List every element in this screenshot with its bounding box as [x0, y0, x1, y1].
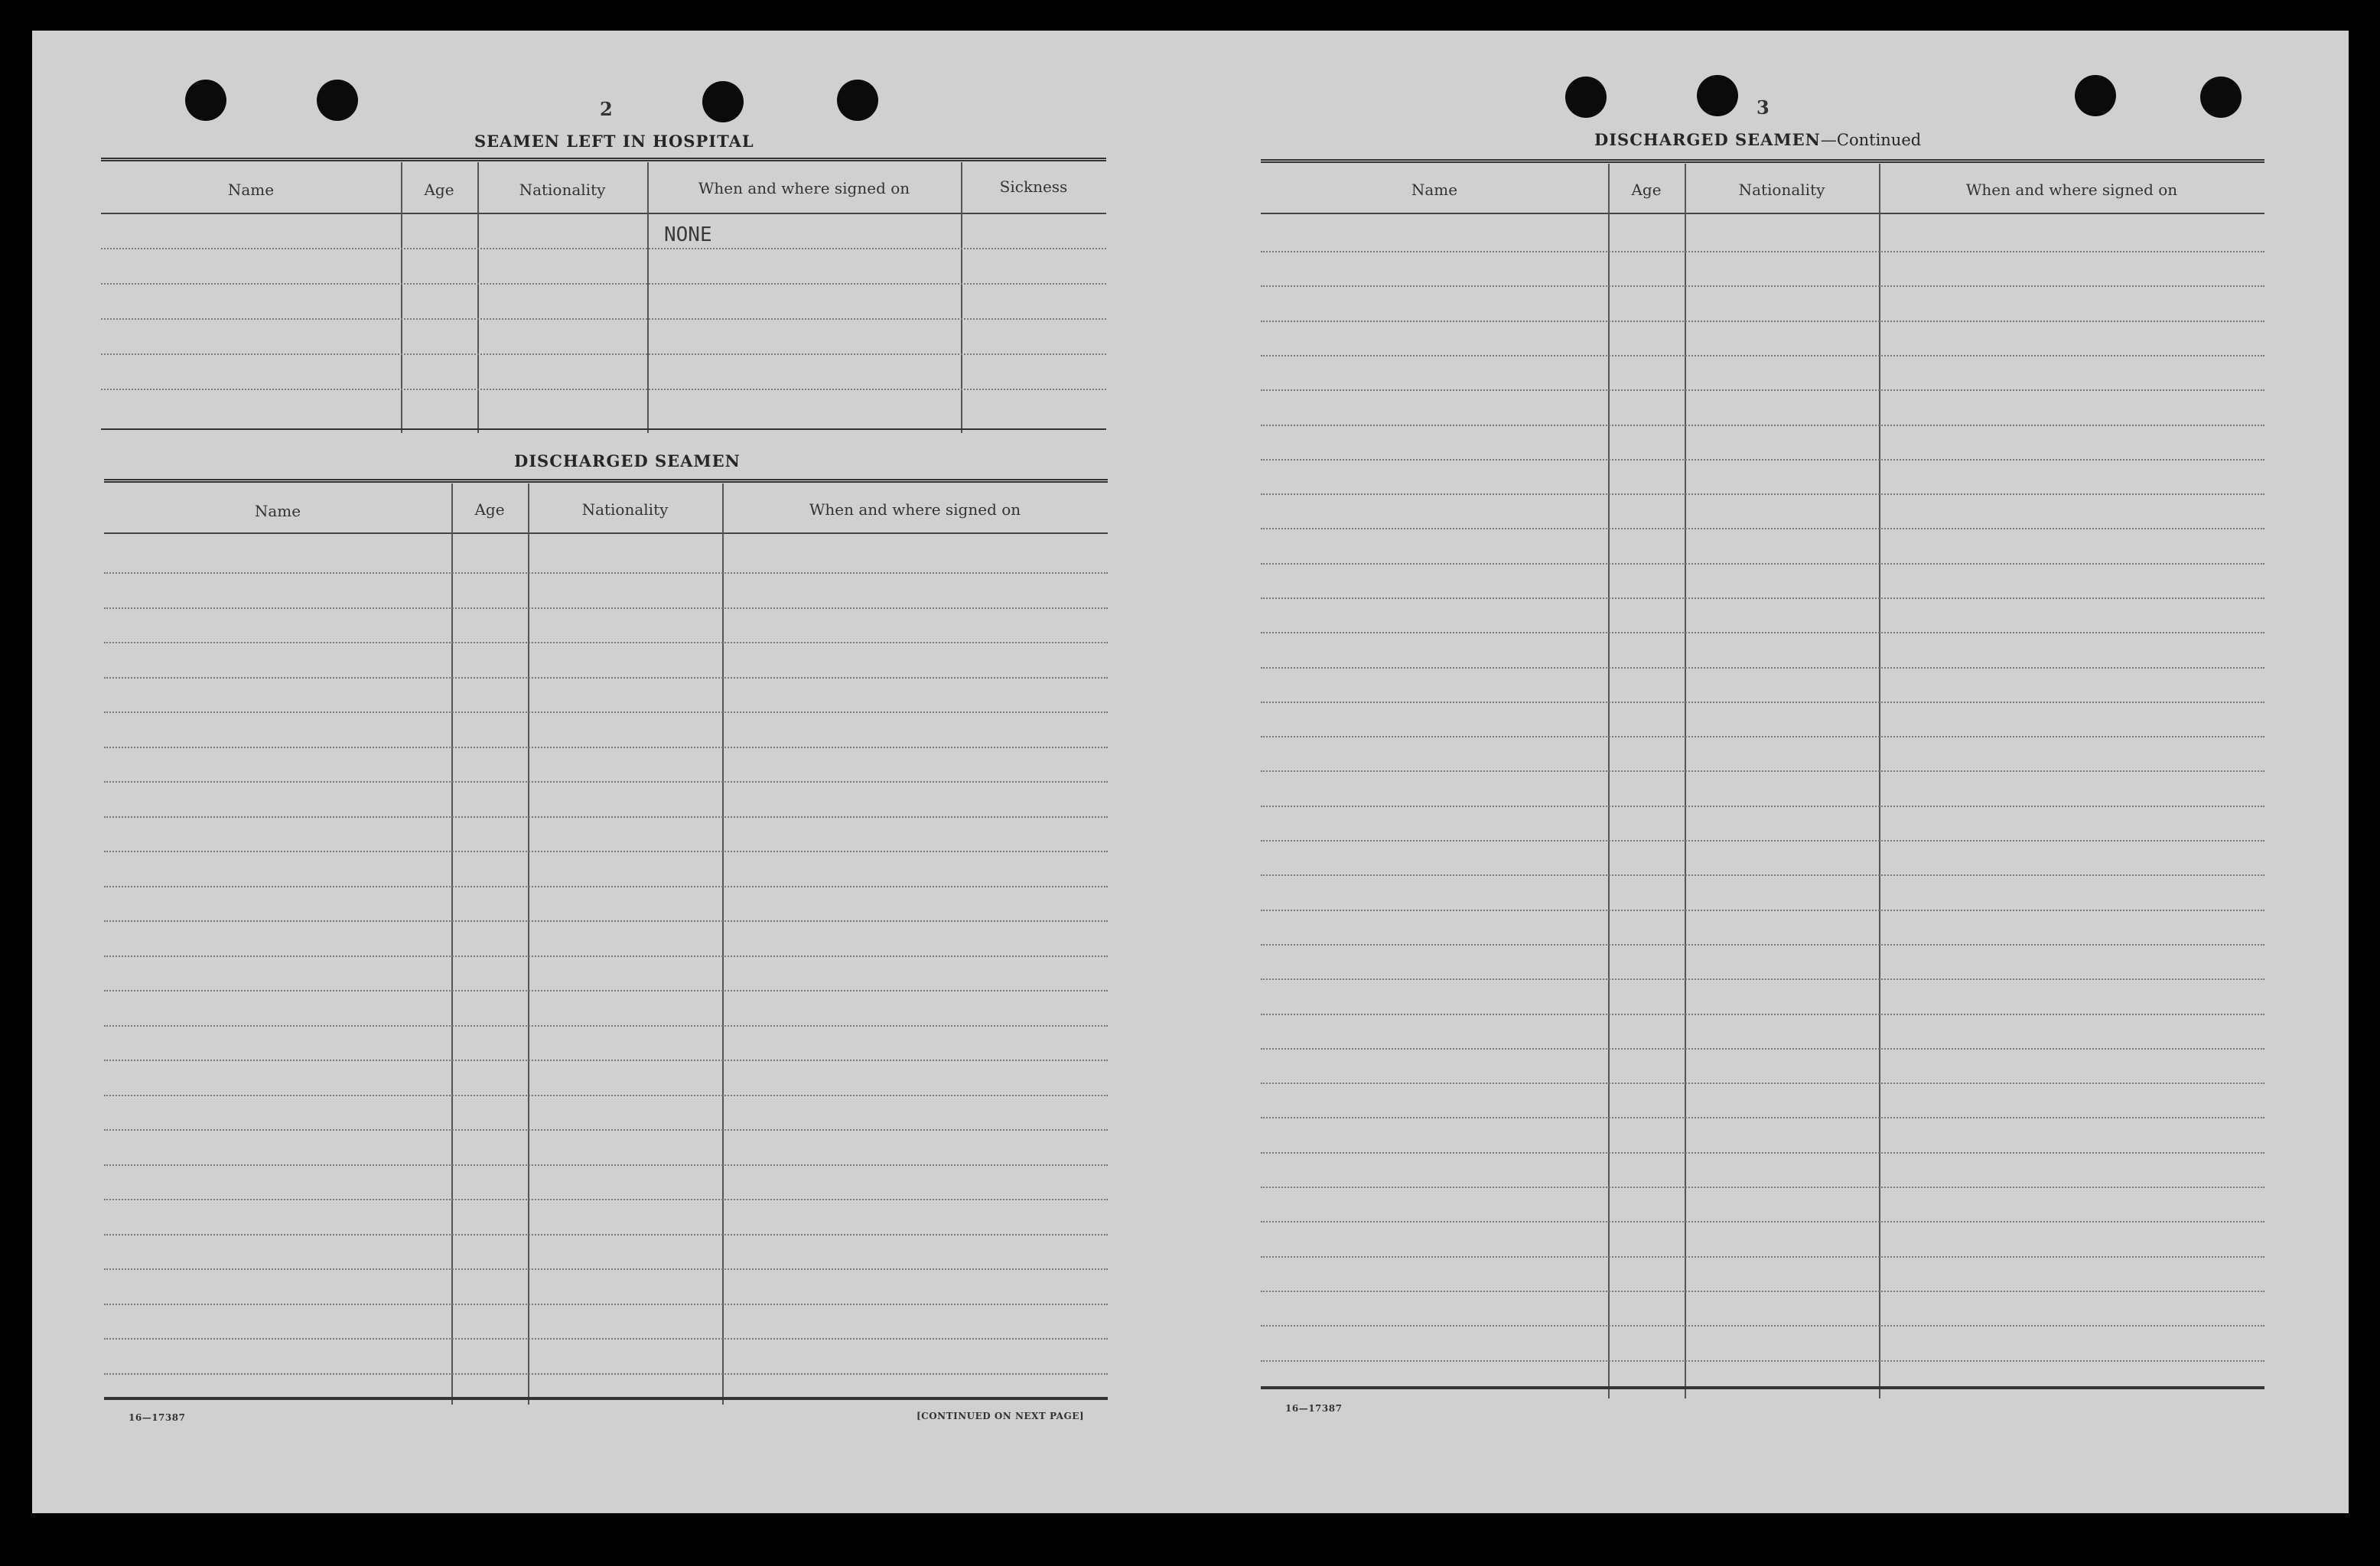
column-header-name: Name	[1411, 181, 1458, 199]
continued-suffix: —Continued	[1820, 131, 1922, 149]
continued-note: [CONTINUED ON NEXT PAGE]	[917, 1411, 1085, 1421]
hospital-table	[101, 158, 1106, 430]
right-page-number: 3	[1757, 96, 1770, 119]
punch-hole	[1697, 75, 1738, 116]
ruled-line	[1261, 667, 2264, 669]
ruled-line	[104, 677, 1108, 679]
ruled-line	[1261, 944, 2264, 946]
ruled-line	[104, 1373, 1108, 1375]
ruled-line	[1261, 528, 2264, 529]
form-number-right: 16—17387	[1285, 1403, 1343, 1414]
ruled-line	[104, 1199, 1108, 1200]
punch-hole	[1565, 77, 1607, 118]
ruled-line	[1261, 632, 2264, 633]
ruled-line	[1261, 702, 2264, 703]
hospital-entry-none: NONE	[664, 223, 712, 246]
ruled-line	[1261, 1048, 2264, 1050]
ruled-line	[1261, 1325, 2264, 1327]
ruled-line	[1261, 1117, 2264, 1118]
ruled-line	[1261, 1221, 2264, 1223]
ruled-line	[104, 642, 1108, 643]
ruled-line	[104, 1095, 1108, 1096]
ruled-line	[1261, 1014, 2264, 1015]
ruled-line	[1261, 1256, 2264, 1258]
ruled-line	[104, 851, 1108, 852]
discharged-continued-title	[1594, 130, 1921, 149]
punch-hole	[702, 81, 744, 122]
ruled-line	[1261, 1187, 2264, 1188]
ruled-line	[104, 886, 1108, 887]
ruled-line	[104, 572, 1108, 574]
column-header-sickness: Sickness	[999, 177, 1068, 196]
ruled-line	[104, 1338, 1108, 1340]
column-header-when-where: When and where signed on	[698, 179, 910, 197]
ruled-line	[1261, 321, 2264, 322]
ruled-line	[1261, 251, 2264, 252]
ruled-line	[104, 1304, 1108, 1305]
ruled-line	[1261, 736, 2264, 737]
form-number-left: 16—17387	[129, 1412, 186, 1423]
ruled-line	[104, 956, 1108, 957]
ruled-line	[1261, 597, 2264, 599]
ruled-line	[104, 711, 1108, 713]
ruled-line	[1261, 910, 2264, 911]
ruled-line	[1261, 425, 2264, 426]
discharged-section-title: DISCHARGED SEAMEN	[514, 451, 741, 470]
column-header-age: Age	[424, 181, 454, 199]
ruled-line	[1261, 493, 2264, 495]
punch-hole	[317, 80, 358, 121]
ruled-line	[104, 920, 1108, 922]
discharged-table-left	[104, 479, 1108, 1405]
column-header-when-where: When and where signed on	[1965, 181, 2178, 199]
ruled-line	[1261, 840, 2264, 842]
ruled-line	[1261, 459, 2264, 461]
ruled-line	[104, 1268, 1108, 1270]
column-header-when-where: When and where signed on	[809, 500, 1021, 519]
column-header-nationality: Nationality	[581, 500, 669, 519]
ruled-line	[104, 781, 1108, 783]
ruled-line	[104, 990, 1108, 991]
ruled-line	[1261, 770, 2264, 772]
ruled-line	[1261, 806, 2264, 807]
ruled-line	[104, 1164, 1108, 1166]
ruled-line	[104, 1060, 1108, 1061]
column-header-nationality: Nationality	[1738, 181, 1825, 199]
punch-hole	[2200, 77, 2242, 118]
discharged-table-right	[1261, 159, 2264, 1398]
ruled-line	[1261, 1152, 2264, 1154]
discharged-title-text: DISCHARGED SEAMEN	[1594, 130, 1821, 149]
column-header-name: Name	[227, 181, 275, 199]
ruled-line	[104, 1025, 1108, 1027]
ruled-line	[1261, 285, 2264, 287]
punch-hole	[185, 80, 226, 121]
column-header-name: Name	[254, 502, 301, 520]
left-page-number: 2	[600, 98, 613, 120]
ruled-line	[104, 607, 1108, 609]
ruled-line	[104, 1129, 1108, 1131]
ruled-line	[1261, 1291, 2264, 1292]
column-header-nationality: Nationality	[519, 181, 606, 199]
ruled-line	[1261, 874, 2264, 876]
ruled-line	[104, 747, 1108, 748]
ruled-line	[1261, 355, 2264, 357]
ruled-line	[104, 1234, 1108, 1236]
ruled-line	[1261, 978, 2264, 980]
ruled-line	[1261, 563, 2264, 565]
column-header-age: Age	[474, 500, 505, 519]
ruled-line	[1261, 1083, 2264, 1084]
punch-hole	[2075, 75, 2116, 116]
ruled-line	[104, 816, 1108, 818]
hospital-section-title: SEAMEN LEFT IN HOSPITAL	[474, 132, 754, 151]
ruled-line	[1261, 1360, 2264, 1362]
column-header-age: Age	[1631, 181, 1662, 199]
ruled-line	[1261, 389, 2264, 391]
punch-hole	[837, 80, 878, 121]
